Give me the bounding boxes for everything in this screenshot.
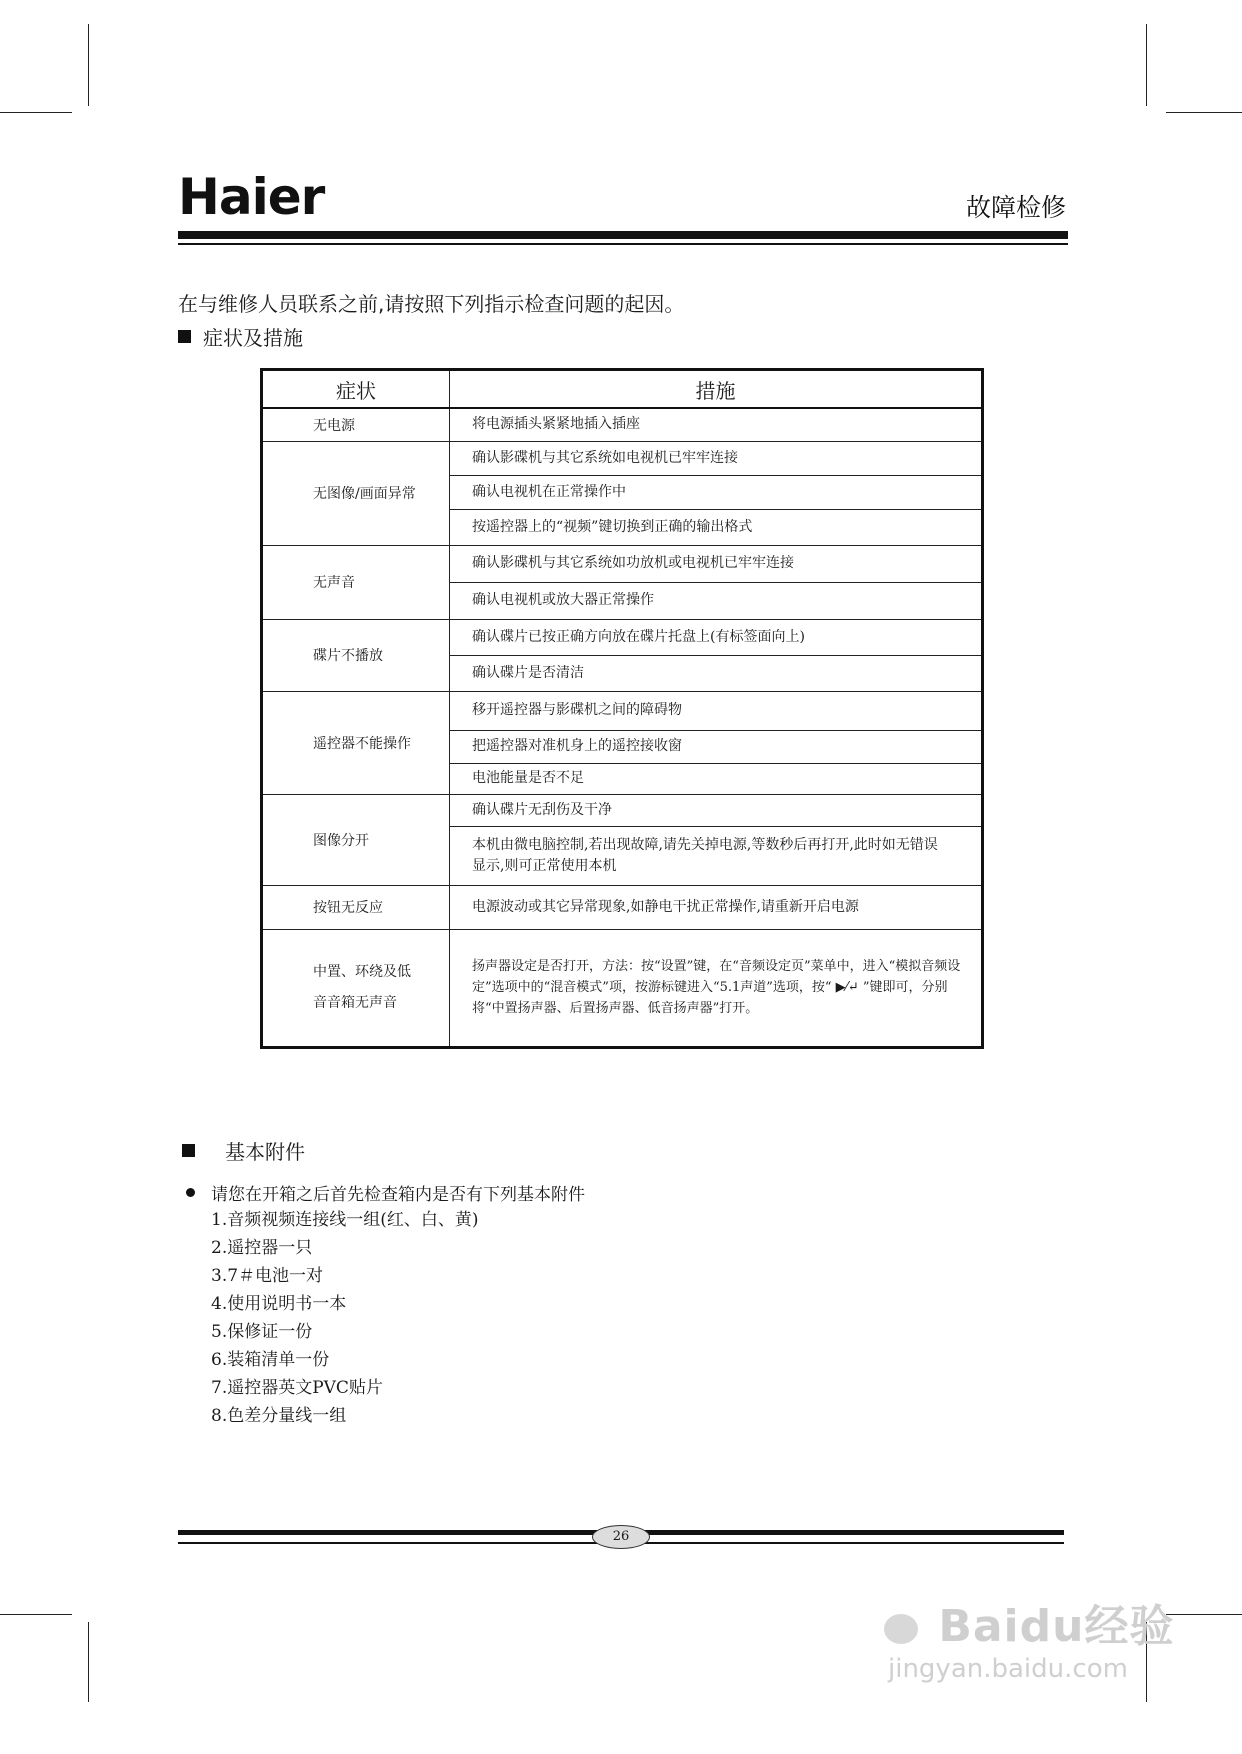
- list-item: 7.遥控器英文PVC贴片: [211, 1378, 383, 1398]
- baidu-watermark: [880, 1590, 1174, 1684]
- table-row: [262, 691, 983, 730]
- accessories-heading-label: 基本附件: [225, 1140, 305, 1164]
- list-item: 3.7＃电池一对: [211, 1266, 324, 1286]
- solution-cell: 电池能量是否不足: [450, 763, 983, 794]
- accessories-heading: [182, 1136, 305, 1165]
- list-item: 2.遥控器一只: [211, 1238, 313, 1258]
- solution-cell: 把遥控器对准机身上的遥控接收窗: [450, 730, 983, 763]
- solution-cell: 按遥控器上的“视频”键切换到正确的输出格式: [450, 509, 983, 545]
- symptom-line: 中置、环绕及低: [313, 963, 411, 980]
- table-row: [262, 794, 983, 826]
- accessories-list: [211, 1206, 478, 1430]
- crop-mark: [1166, 1614, 1242, 1615]
- symptom-cell: 无图像/画面异常: [262, 441, 450, 545]
- solution-cell: 移开遥控器与影碟机之间的障碍物: [450, 691, 983, 730]
- table-row: [262, 885, 983, 929]
- column-header-symptom: 症状: [262, 370, 450, 409]
- accessories-note: [186, 1180, 585, 1205]
- symptom-cell: 无电源: [262, 408, 450, 441]
- section-title: 故障检修: [965, 193, 1066, 222]
- troubleshooting-heading-label: 症状及措施: [203, 326, 303, 350]
- accessories-note-text: 请您在开箱之后首先检查箱内是否有下列基本附件: [211, 1185, 585, 1205]
- list-item: 5.保修证一份: [211, 1322, 313, 1342]
- crop-mark: [0, 1614, 72, 1615]
- symptom-cell: 无声音: [262, 545, 450, 619]
- list-item: 1.音频视频连接线一组(红、白、黄): [211, 1210, 479, 1230]
- watermark-brand: Baidu经验: [938, 1601, 1175, 1652]
- solution-cell: 电源波动或其它异常现象,如静电干扰正常操作,请重新开启电源: [450, 885, 983, 929]
- list-item: 6.装箱清单一份: [211, 1350, 330, 1370]
- paw-icon: [884, 1614, 918, 1644]
- solution-cell: 确认电视机在正常操作中: [450, 475, 983, 509]
- symptom-cell: 图像分开: [262, 794, 450, 885]
- intro-text: 在与维修人员联系之前,请按照下列指示检查问题的起因。: [178, 292, 685, 316]
- symptom-cell: 碟片不播放: [262, 619, 450, 691]
- square-bullet-icon: [178, 330, 191, 343]
- header-rule-thin: [178, 243, 1068, 245]
- bullet-dot-icon: [186, 1188, 195, 1197]
- symptom-cell: 按钮无反应: [262, 885, 450, 929]
- page-number: 26: [592, 1525, 650, 1549]
- symptom-cell: 遥控器不能操作: [262, 691, 450, 794]
- crop-mark: [88, 24, 89, 106]
- table-row: [262, 619, 983, 655]
- column-header-solution: 措施: [450, 370, 983, 409]
- solution-cell: 确认影碟机与其它系统如功放机或电视机已牢牢连接: [450, 545, 983, 582]
- symptom-cell: [262, 929, 450, 1047]
- list-item: 8.色差分量线一组: [211, 1406, 347, 1426]
- crop-mark: [1166, 112, 1242, 113]
- table-row: [262, 929, 983, 1047]
- solution-cell: 确认碟片是否清洁: [450, 655, 983, 691]
- troubleshooting-table: [260, 368, 984, 1049]
- crop-mark: [88, 1622, 89, 1702]
- header-rule: [178, 231, 1068, 239]
- solution-cell: 确认影碟机与其它系统如电视机已牢牢连接: [450, 441, 983, 475]
- crop-mark: [0, 112, 72, 113]
- solution-cell: 扬声器设定是否打开，方法：按“设置”键，在“音频设定页”菜单中，进入“模拟音频设定”选项中的“混音模式”项，按游标键进入“5.1声道”选项，按“ ▶⁄↵ ”键即可，分别将“中置扬声器、后置扬声器、低音扬声器”打开。: [450, 929, 983, 1047]
- symptom-line: 音音箱无声音: [313, 994, 397, 1011]
- watermark-url: jingyan.baidu.com: [888, 1654, 1128, 1684]
- table-row: [262, 408, 983, 441]
- solution-cell: 确认碟片无刮伤及干净: [450, 794, 983, 826]
- table-row: [262, 441, 983, 475]
- troubleshooting-heading: [178, 322, 303, 351]
- table-row: [262, 545, 983, 582]
- solution-cell: 本机由微电脑控制,若出现故障,请先关掉电源,等数秒后再打开,此时如无错误显示,则可正常使用本机: [450, 826, 983, 885]
- square-bullet-icon: [182, 1144, 195, 1157]
- solution-cell: 确认碟片已按正确方向放在碟片托盘上(有标签面向上): [450, 619, 983, 655]
- solution-cell: 确认电视机或放大器正常操作: [450, 582, 983, 619]
- solution-cell: 将电源插头紧紧地插入插座: [450, 408, 983, 441]
- brand-logo: Haier: [178, 168, 325, 226]
- list-item: 4.使用说明书一本: [211, 1294, 347, 1314]
- crop-mark: [1146, 24, 1147, 106]
